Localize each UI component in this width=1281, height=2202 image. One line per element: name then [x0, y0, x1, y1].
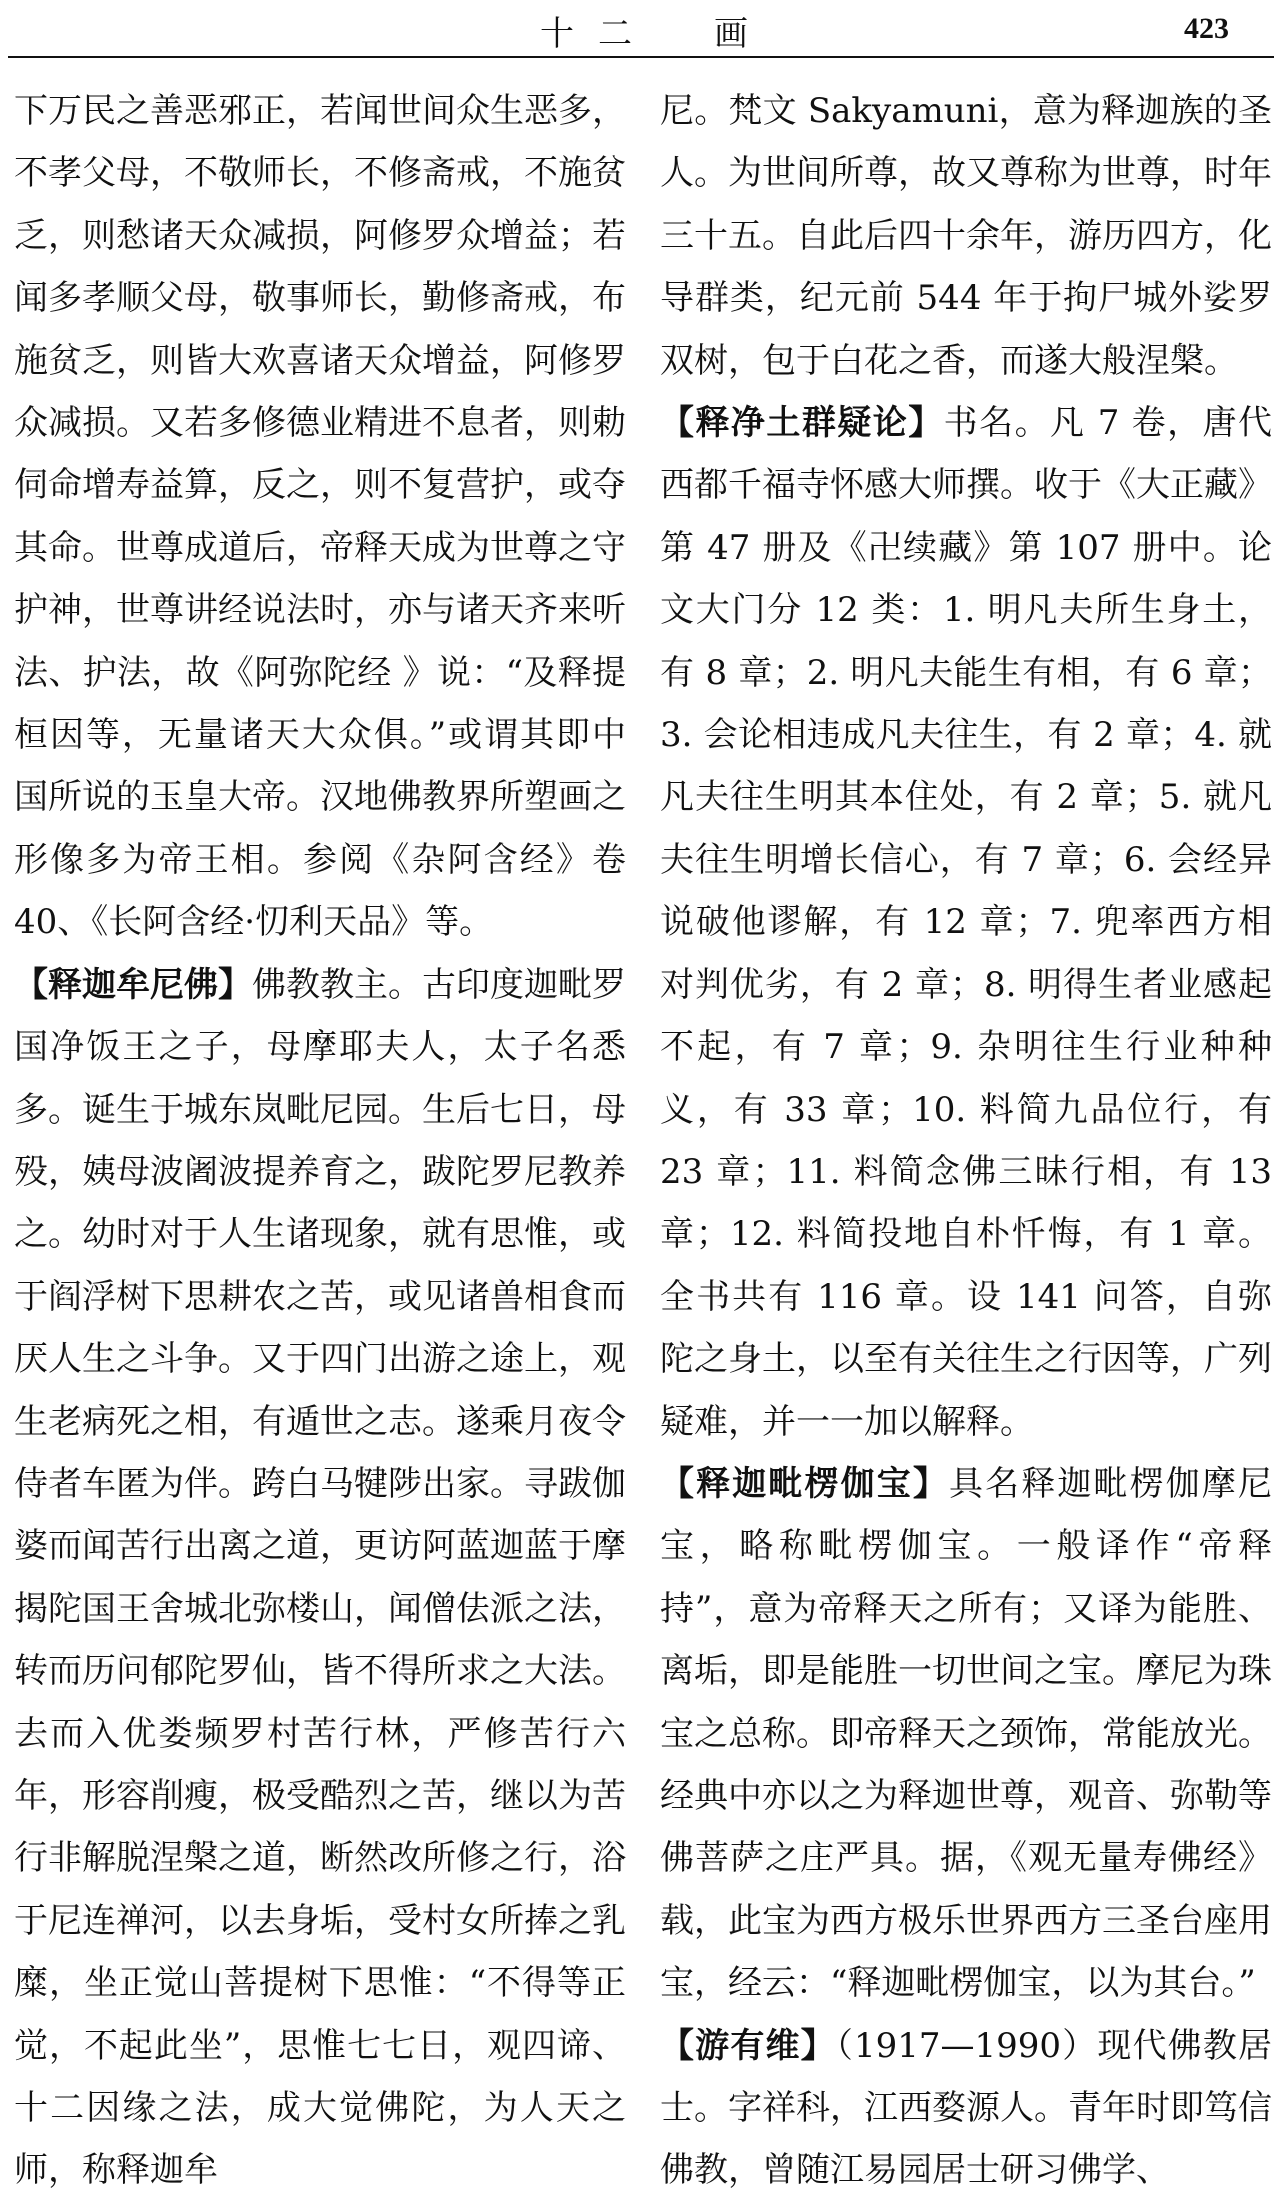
- entry-continuation: [14, 80, 626, 954]
- page-number: 423: [1184, 12, 1229, 45]
- entry-headword: 【游有维】: [660, 2025, 836, 2066]
- page-header: [0, 0, 1281, 58]
- entry-text: 尼。梵文 Sakyamuni，意为释迦族的圣人。为世间所尊，故又尊称为世尊，时年三十五。自此后四十余年，游历四方，化导群类，纪元前 544 年于拘尸城外娑罗双树，包于白花之香，而遂大般涅槃。: [660, 91, 1272, 381]
- entry-text: 佛教教主。古印度迦毗罗国净饭王之子，母摩耶夫人，太子名悉多。诞生于城东岚毗尼园。生后七日，母殁，姨母波阇波提养育之，跋陀罗尼教养之。幼时对于人生诸现象，就有思惟，或于阎浮树下思耕农之苦，或见诸兽相食而厌人生之斗争。又于四门出游之途上，观生老病死之相，有遁世之志。遂乘月夜令侍者车匿为伴。跨白马犍陟出家。寻跋伽婆而闻苦行出离之道，更访阿蓝迦蓝于摩揭陀国王舍城北弥楼山，闻僧佉派之法，转而历问郁陀罗仙，皆不得所求之大法。去而入优娄频罗村苦行林，严修苦行六年，形容削瘦，极受酷烈之苦，继以为苦行非解脱涅槃之道，断然改所修之行，浴于尼连禅河，以去身垢，受村女所捧之乳糜，坐正觉山菩提树下思惟：“不得等正觉，不起此坐”，思惟七七日，观四谛、十二因缘之法，成大觉佛陀，为人天之师，称释迦牟: [14, 964, 626, 2191]
- left-column: [14, 80, 626, 2202]
- header-divider: [8, 56, 1274, 58]
- section-title: 十二 画: [540, 14, 772, 54]
- entry-text: 具名释迦毗楞伽摩尼宝，略称毗楞伽宝。一般译作“帝释持”，意为帝释天之所有；又译为能胜、离垢，即是能胜一切世间之宝。摩尼为珠宝之总称。即帝释天之颈饰，常能放光。经典中亦以之为释迦世尊，观音、弥勒等佛菩萨之庄严具。据，《观无量寿佛经》载，此宝为西方极乐世界西方三圣台座用宝，经云：“释迦毗楞伽宝，以为其台。”: [660, 1463, 1272, 2004]
- entry-headword: 【释迦毗楞伽宝】: [660, 1463, 949, 1504]
- entry-shi-jingtu-qunyi-lun: [660, 392, 1272, 1453]
- entry-text: （1917—1990）现代佛教居士。字祥科，江西婺源人。青年时即笃信佛教，曾随江易园居士研习佛学、: [660, 2025, 1272, 2191]
- entry-headword: 【释迦牟尼佛】: [14, 964, 252, 1005]
- entry-continuation: [660, 80, 1272, 392]
- entry-you-youwei: [660, 2015, 1272, 2202]
- entry-shijiamouni-fo: [14, 954, 626, 2202]
- entry-shijia-pilengjia-bao: [660, 1453, 1272, 2015]
- right-column: [660, 80, 1272, 2202]
- entry-text: 下万民之善恶邪正，若闻世间众生恶多，不孝父母，不敬师长，不修斋戒，不施贫乏，则愁诸天众减损，阿修罗众增益；若闻多孝顺父母，敬事师长，勤修斋戒，布施贫乏，则皆大欢喜诸天众增益，阿修罗众减损。又若多修德业精进不息者，则勅伺命增寿益算，反之，则不复营护，或夺其命。世尊成道后，帝释天成为世尊之守护神，世尊讲经说法时，亦与诸天齐来听法、护法，故《阿弥陀经 》说：“及释提桓因等，无量诸天大众俱。”或谓其即中国所说的玉皇大帝。汉地佛教界所塑画之形像多为帝王相。参阅《杂阿含经》卷 40、《长阿含经·忉利天品》等。: [14, 91, 626, 943]
- entry-headword: 【释净土群疑论】: [660, 403, 944, 444]
- entry-text: 书名。凡 7 卷，唐代西都千福寺怀感大师撰。收于《大正藏》第 47 册及《卍续藏》第 107 册中。论文大门分 12 类：1. 明凡夫所生身土，有 8 章；2. 明凡夫能生有相，有 6 章；3. 会论相违成凡夫往生，有 2 章；4. 就凡夫往生明其本住处，有 2 章；5. 就凡夫往生明增长信心，有 7 章；6. 会经异说破他谬解，有 12 章；7. 兜率西方相对判优劣，有 2 章；8. 明得生者业感起不起，有 7 章；9. 杂明往生行业种种义，有 33 章；10. 料简九品位行，有 23 章；11. 料简念佛三昧行相，有 13 章；12. 料简投地自朴忏悔，有 1 章。全书共有 116 章。设 141 问答，自弥陀之身土，以至有关往生之行因等，广列疑难，并一一加以解释。: [660, 403, 1273, 1442]
